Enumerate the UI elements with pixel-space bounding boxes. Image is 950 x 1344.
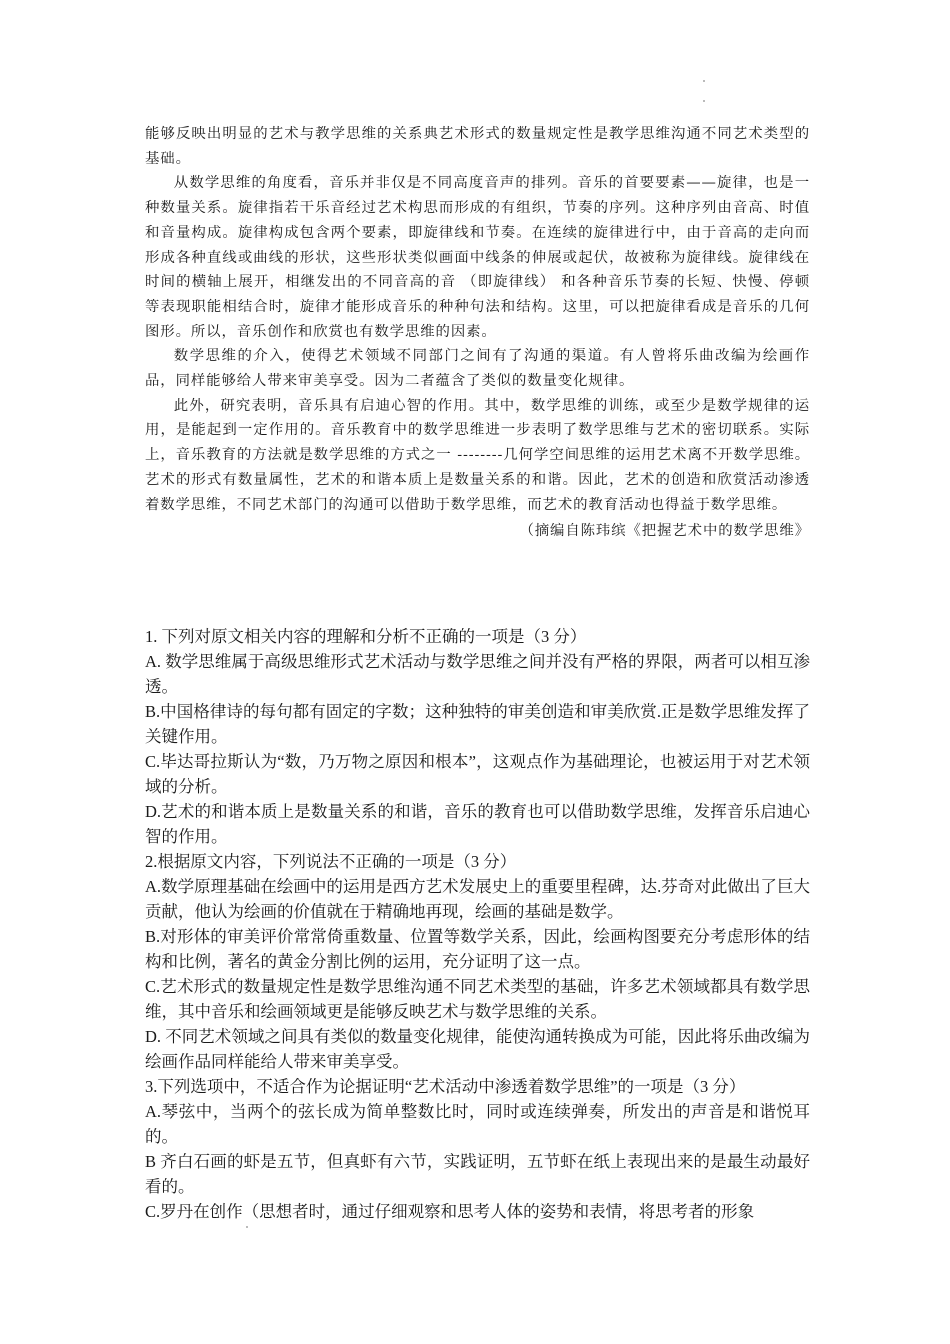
question-1-option-d: D.艺术的和谐本质上是数量关系的和谐，音乐的教育也可以借助数学思维，发挥音乐启迪心智的作用。	[145, 802, 810, 846]
question-1-option-b: B.中国格律诗的每句都有固定的字数；这种独特的审美创造和审美欣赏.正是数学思维发挥了关键作用。	[145, 702, 810, 746]
source-citation: （摘编自陈玮缤《把握艺术中的数学思维》	[519, 523, 810, 540]
question-2-stem: 2.根据原文内容，下列说法不正确的一项是（3 分）	[145, 852, 517, 871]
reading-passage	[145, 122, 810, 544]
question-1-option-c: C.毕达哥拉斯认为“数，乃万物之原因和根本”，这观点作为基础理论，也被运用于对艺术领域的分析。	[145, 752, 810, 796]
question-section	[145, 624, 810, 1224]
question-2-option-c: C.艺术形式的数量规定性是数学思维沟通不同艺术类型的基础，许多艺术领域都具有数学思维，其中音乐和绘画领域更是能够反映艺术与数学思维的关系。	[145, 977, 810, 1021]
question-2-option-d: D. 不同艺术领域之间具有类似的数量变化规律，能使沟通转换成为可能，因此将乐曲改编为绘画作品同样能给人带来审美享受。	[145, 1027, 810, 1071]
passage-paragraph: 从数学思维的角度看，音乐并非仅是不同高度音声的排列。音乐的首要要素——旋律，也是一种数量关系。旋律指若干乐音经过艺术构思而形成的有组织，节奏的序列。这种序列由音高、时值和音量构成。旋律构成包含两个要素，即旋律线和节奏。在连续的旋律进行中，由于音高的走向而形成各种直线或曲线的形状，这些形状类似画面中线条的伸展或起伏，故被称为旋律线。旋律线在时间的横轴上展开，相继发出的不同音高的音 （即旋律线） 和各种音乐节奏的长短、快慢、停顿等表现职能相结合时，旋律才能形成音乐的种种句法和结构。这里，可以把旋律看成是音乐的几何图形。所以，音乐创作和欣赏也有数学思维的因素。	[145, 175, 810, 340]
question-2-option-a: A.数学原理基础在绘画中的运用是西方艺术发展史上的重要里程碑，达.芬奇对此做出了巨大贡献，他认为绘画的价值就在于精确地再现，绘画的基础是数学。	[145, 877, 810, 921]
passage-paragraph: 此外，研究表明，音乐具有启迪心智的作用。其中，数学思维的训练，或至少是数学规律的运用，是能起到一定作用的。音乐教育中的数学思维进一步表明了数学思维与艺术的密切联系。实际上，音乐教育的方法就是数学思维的方式之一 --------几何学空间思维的运用艺术离不开数学思维。艺术的形式有数量属性，艺术的和谐本质上是数量关系的和谐。因此，艺术的创造和欣赏活动渗透着数学思维，不同艺术部门的沟通可以借助于数学思维，而艺术的教育活动也得益于数学思维。	[145, 397, 810, 513]
question-1-option-a: A. 数学思维属于高级思维形式艺术活动与数学思维之间并没有严格的界限，两者可以相互渗透。	[145, 652, 810, 696]
question-3-option-c: C.罗丹在创作（思想者时，通过仔细观察和思考人体的姿势和表情，将思考者的形象	[145, 1202, 755, 1221]
question-3-option-a: A.琴弦中，当两个的弦长成为简单整数比时，同时或连续弹奏，所发出的声音是和谐悦耳的。	[145, 1102, 810, 1146]
question-3-option-b: B 齐白石画的虾是五节，但真虾有六节，实践证明，五节虾在纸上表现出来的是最生动最好看的。	[145, 1152, 810, 1196]
question-3-stem: 3.下列选项中，不适合作为论据证明“艺术活动中渗透着数学思维”的一项是（3 分）	[145, 1077, 746, 1096]
scan-speck	[703, 100, 705, 102]
scan-speck	[703, 80, 705, 82]
passage-paragraph: 能够反映出明显的艺术与教学思维的关系典艺术形式的数量规定性是教学思维沟通不同艺术类型的基础。	[145, 126, 810, 167]
question-1-stem: 1. 下列对原文相关内容的理解和分析不正确的一项是（3 分）	[145, 627, 587, 646]
question-2-option-b: B.对形体的审美评价常常倚重数量、位置等数学关系，因此，绘画构图要充分考虑形体的结构和比例，著名的黄金分割比例的运用，充分证明了这一点。	[145, 927, 810, 971]
scan-speck	[246, 1226, 248, 1228]
passage-paragraph: 数学思维的介入，使得艺术领域不同部门之间有了沟通的渠道。有人曾将乐曲改编为绘画作品，同样能够给人带来审美享受。因为二者蕴含了类似的数量变化规律。	[145, 348, 810, 390]
